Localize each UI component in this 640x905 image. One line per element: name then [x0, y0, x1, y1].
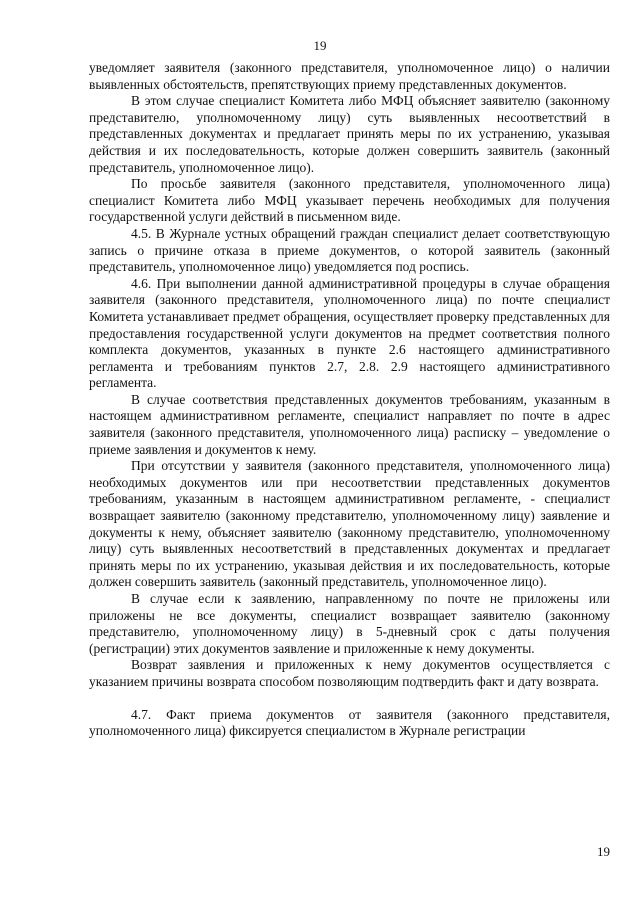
paragraph-4-5: 4.5. В Журнале устных обращений граждан специалист делает соответствующую запись о причине отказа в приеме документов, о которой заявитель (законный представитель, уполномоченное лицо) уведомляется под роспись. [89, 225, 610, 275]
paragraph-gap [89, 691, 610, 707]
paragraph: Возврат заявления и приложенных к нему документов осуществляется с указанием причины возврата способом позволяющим подтвердить факт и дату возврата. [89, 657, 610, 689]
page-number-top: 19 [313, 38, 327, 53]
paragraph: При отсутствии у заявителя (законного представителя, уполномоченного лица) необходимых документов или при несоответствии представленных документов требованиям, указанным в настоящем административном регламенте, - специалист возвращает заявителю (законному представителю, уполномоченному лицу) заявление и документы к нему, объясняет заявителю (законному представителю, уполномоченному лицу) суть выявленных несоответствий в представленных документах и предлагает принять меры по их устранению, указывая действия и их последовательность, которые должен совершить заявитель (законный представитель, уполномоченное лицо). [89, 458, 610, 590]
paragraph-4-7: 4.7. Факт приема документов от заявителя (законного представителя, уполномоченного лица) фиксируется специалистом в Журнале регистрации [89, 706, 610, 739]
paragraph-continuation: уведомляет заявителя (законного представителя, уполномоченное лицо) о наличии выявленных обстоятельств, препятствующих приему представленных документов. [89, 60, 610, 92]
page-number-bottom: 19 [597, 844, 610, 859]
paragraph: В случае если к заявлению, направленному по почте не приложены или приложены не все документы, специалист возвращает заявителю (законному представителю, уполномоченному лицу) в 5-дневный срок с даты получения (регистрации) этих документов заявление и приложенные к нему документы. [89, 591, 610, 656]
paragraph-4-6: 4.6. При выполнении данной административной процедуры в случае обращения заявителя (законного представителя, уполномоченного лица) по почте специалист Комитета устанавливает предмет обращения, осуществляет проверку представленных для предоставления государственной услуги документов на предмет соответствия полного комплекта документов, указанных в пункте 2.6 настоящего административного регламента и требованиям пунктов 2.7, 2.8. 2.9 настоящего административного регламента. [89, 275, 610, 391]
paragraph: В случае соответствия представленных документов требованиям, указанным в настоящем административном регламенте, специалист направляет по почте в адрес заявителя (законного представителя, уполномоченного лица) расписку – уведомление о приеме заявления и документов к нему. [89, 391, 610, 457]
paragraph: В этом случае специалист Комитета либо МФЦ объясняет заявителю (законному представителю, уполномоченному лицу) суть выявленных несоответствий в представленных документах и предлагает принять меры по их устранению, указывая действия и их последовательность, которые должен совершить заявитель (законный представитель, уполномоченное лицо). [89, 93, 610, 175]
document-body [89, 60, 610, 740]
paragraph: По просьбе заявителя (законного представителя, уполномоченного лица) специалист Комитета либо МФЦ указывает перечень необходимых для получения государственной услуги действий в письменном виде. [89, 176, 610, 225]
